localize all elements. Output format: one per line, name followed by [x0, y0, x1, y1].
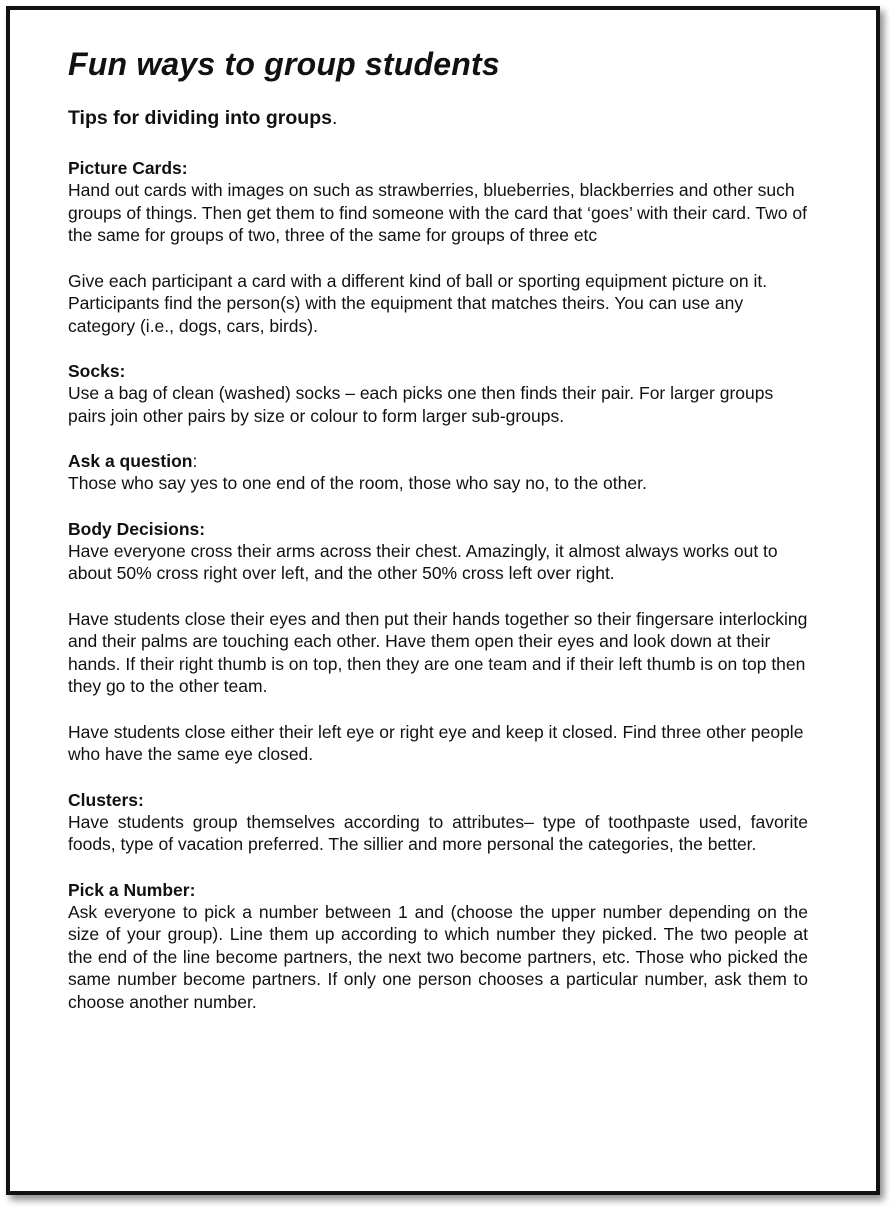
- section-heading: [68, 789, 808, 811]
- heading-text: Picture Cards:: [68, 158, 188, 178]
- section-heading: [68, 360, 808, 382]
- subtitle-punct: .: [331, 107, 338, 129]
- section-heading: [68, 157, 808, 179]
- paragraph: Use a bag of clean (washed) socks – each picks one then finds their pair. For larger groups pairs join other pairs by size or colour to form larger sub-groups.: [68, 383, 774, 426]
- document-body: [68, 44, 808, 1036]
- subtitle-text: Tips for dividing into groups: [68, 107, 332, 129]
- section-heading: [68, 518, 808, 540]
- section-body-decisions: [68, 518, 808, 766]
- page-frame: [6, 6, 880, 1195]
- section-picture-cards: [68, 157, 808, 337]
- section-pick-a-number: [68, 879, 808, 1014]
- page-subtitle: [68, 105, 808, 131]
- heading-text: Pick a Number:: [68, 879, 196, 900]
- section-heading: [68, 450, 808, 472]
- paragraph: Have students close their eyes and then put their hands together so their fingersare interlocking and their palms are touching each other. Have them open their eyes and look down at their hands. If their right thumb is on top, then they are one team and if their left thumb is on top then they go to the other team.: [68, 608, 808, 696]
- paragraph: Ask everyone to pick a number between 1 and (choose the upper number depending on the size of your group). Line them up according to which number they picked. The two people at the end of the line become partners, the next two become partners, etc. Those who picked the same number become partners. If only one person chooses a particular number, ask them to choose another number.: [68, 901, 808, 1012]
- heading-text: Socks:: [68, 361, 126, 381]
- page-title: Fun ways to group students: [68, 46, 500, 82]
- section-clusters: [68, 789, 808, 856]
- section-socks: [68, 360, 808, 427]
- paragraph: Hand out cards with images on such as strawberries, blueberries, blackberries and other such groups of things. Then get them to find someone with the card that ‘goes’ with their card. Two of the same for groups of two, three of the same for groups of three etc: [68, 180, 807, 245]
- section-ask-a-question: [68, 450, 808, 495]
- section-heading: [68, 879, 808, 901]
- heading-suffix: :: [192, 451, 198, 471]
- heading-text: Body Decisions:: [68, 518, 206, 539]
- paragraph: Those who say yes to one end of the room, those who say no, to the other.: [68, 473, 647, 493]
- heading-text: Clusters:: [68, 789, 144, 810]
- heading-text: Ask a question: [68, 451, 193, 471]
- paragraph: Have everyone cross their arms across their chest. Amazingly, it almost always works out to about 50% cross right over left, and the other 50% cross left over right.: [68, 540, 778, 583]
- paragraph: Have students group themselves according to attributes– type of toothpaste used, favorite foods, type of vacation preferred. The sillier and more personal the categories, the better.: [68, 811, 808, 854]
- paragraph: Give each participant a card with a different kind of ball or sporting equipment picture on it. Participants find the person(s) with the equipment that matches theirs. You can use any category (i.e., dogs, cars, birds).: [68, 270, 768, 336]
- paragraph: Have students close either their left eye or right eye and keep it closed. Find three other people who have the same eye closed.: [68, 721, 804, 764]
